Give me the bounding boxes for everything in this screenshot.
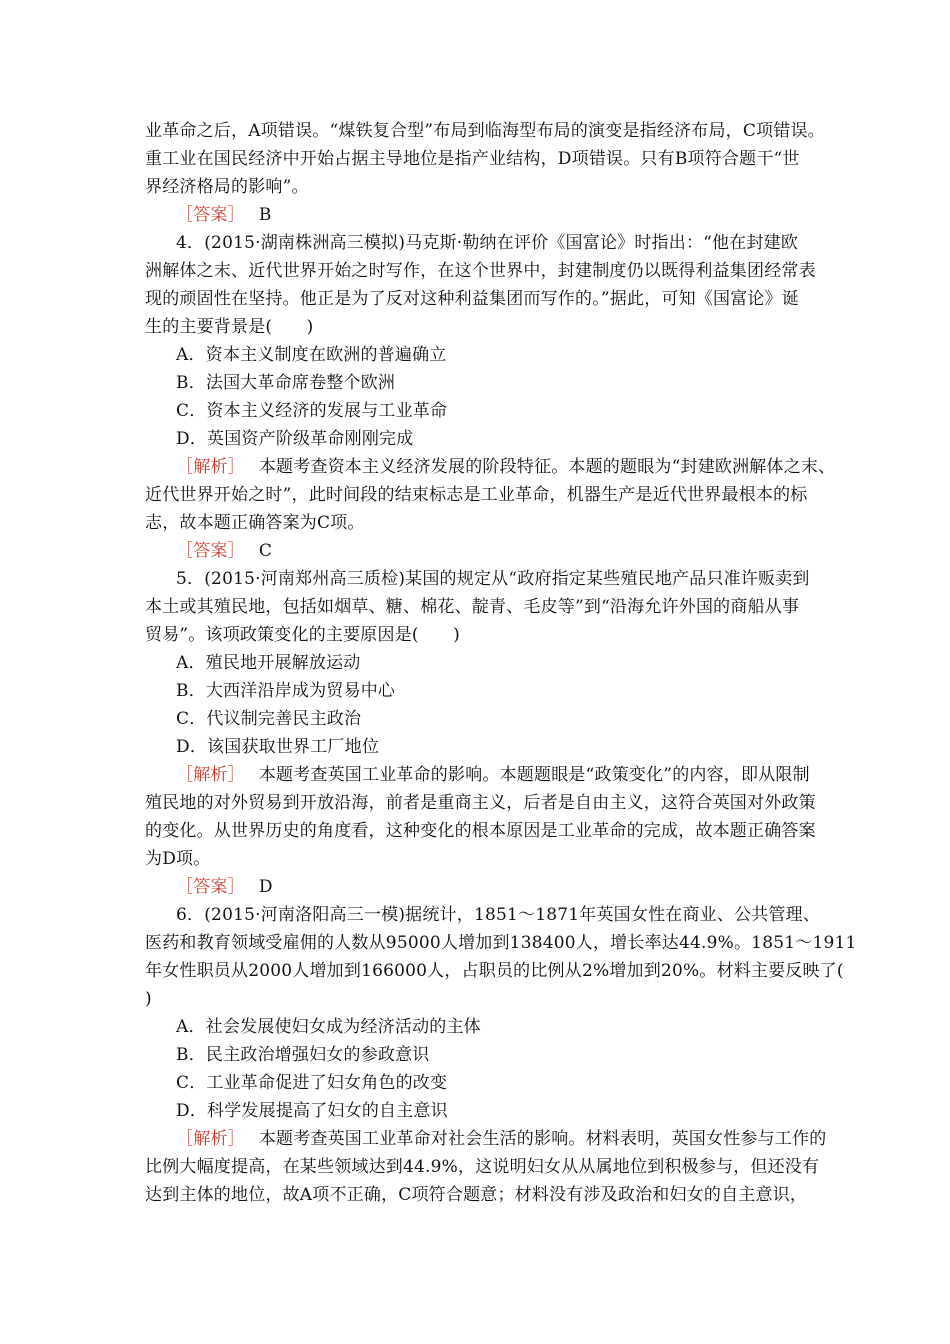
option-c: C．资本主义经济的发展与工业革命 <box>176 401 448 421</box>
question-stem-line: 医药和教育领域受雇佣的人数从95000人增加到138400人，增长率达44.9%。1851～1911 <box>145 933 857 953</box>
paragraph-line: 重工业在国民经济中开始占据主导地位是指产业结构，D项错误。只有B项符合题干“世 <box>145 149 800 169</box>
question-stem-line: 现的顽固性在坚持。他正是为了反对这种利益集团而写作的。”据此，可知《国富论》诞 <box>145 289 799 309</box>
analysis-line <box>176 456 846 478</box>
analysis-line: 志，故本题正确答案为C项。 <box>145 513 365 533</box>
analysis-line <box>176 1128 846 1150</box>
question-stem-line: 贸易”。该项政策变化的主要原因是( ) <box>145 625 460 645</box>
option-a: A．资本主义制度在欧洲的普遍确立 <box>176 345 447 365</box>
option-a: A．殖民地开展解放运动 <box>176 653 361 673</box>
answer-value: C <box>258 541 273 561</box>
answer-line <box>176 204 846 226</box>
question-stem-line: 5．(2015·河南郑州高三质检)某国的规定从“政府指定某些殖民地产品只准许贩卖到 <box>176 569 810 589</box>
option-c: C．工业革命促进了妇女角色的改变 <box>176 1073 448 1093</box>
answer-value: B <box>258 205 272 225</box>
option-b: B．法国大革命席卷整个欧洲 <box>176 373 396 393</box>
question-stem-line: 年女性职员从2000人增加到166000人，占职员的比例从2%增加到20%。材料主要反映了( <box>145 961 844 981</box>
answer-line <box>176 876 846 898</box>
option-d: D．英国资产阶级革命刚刚完成 <box>176 429 414 449</box>
analysis-line: 为D项。 <box>145 849 211 869</box>
analysis-tag: ［解析］ <box>176 765 245 785</box>
analysis-line: 的变化。从世界历史的角度看，这种变化的根本原因是工业革命的完成，故本题正确答案 <box>145 821 816 841</box>
option-d: D．科学发展提高了妇女的自主意识 <box>176 1101 448 1121</box>
option-d: D．该国获取世界工厂地位 <box>176 737 380 757</box>
option-b: B．大西洋沿岸成为贸易中心 <box>176 681 396 701</box>
analysis-text: 本题考查英国工业革命的影响。本题题眼是“政策变化”的内容，即从限制 <box>258 765 810 785</box>
answer-value: D <box>258 877 273 897</box>
analysis-tag: ［解析］ <box>176 1129 245 1149</box>
question-stem-line: 生的主要背景是( ) <box>145 317 314 337</box>
option-a: A．社会发展使妇女成为经济活动的主体 <box>176 1017 481 1037</box>
analysis-line: 近代世界开始之时”，此时间段的结束标志是工业革命，机器生产是近代世界最根本的标 <box>145 485 808 505</box>
analysis-text: 本题考查资本主义经济发展的阶段特征。本题的题眼为“封建欧洲解体之末、 <box>258 457 836 477</box>
answer-line <box>176 540 846 562</box>
analysis-line: 比例大幅度提高，在某些领域达到44.9%，这说明妇女从从属地位到积极参与，但还没有 <box>145 1157 820 1177</box>
analysis-text: 本题考查英国工业革命对社会生活的影响。材料表明，英国女性参与工作的 <box>258 1129 827 1149</box>
answer-tag: ［答案］ <box>176 541 245 561</box>
option-b: B．民主政治增强妇女的参政意识 <box>176 1045 430 1065</box>
question-stem-line: 洲解体之末、近代世界开始之时写作，在这个世界中，封建制度仍以既得利益集团经常表 <box>145 261 816 281</box>
answer-tag: ［答案］ <box>176 205 245 225</box>
option-c: C．代议制完善民主政治 <box>176 709 362 729</box>
analysis-tag: ［解析］ <box>176 457 245 477</box>
paragraph-line: 业革命之后，A项错误。“煤铁复合型”布局到临海型布局的演变是指经济布局，C项错误。 <box>145 121 825 141</box>
question-stem-line: ) <box>145 989 152 1009</box>
question-stem-line: 本土或其殖民地，包括如烟草、糖、棉花、靛青、毛皮等”到“沿海允许外国的商船从事 <box>145 597 800 617</box>
paragraph-line: 界经济格局的影响”。 <box>145 177 309 197</box>
answer-tag: ［答案］ <box>176 877 245 897</box>
question-stem-line: 4．(2015·湖南株洲高三模拟)马克斯·勒纳在评价《国富论》时指出：“他在封建欧 <box>176 233 799 253</box>
analysis-line: 殖民地的对外贸易到开放沿海，前者是重商主义，后者是自由主义，这符合英国对外政策 <box>145 793 816 813</box>
analysis-line: 达到主体的地位，故A项不正确，C项符合题意；材料没有涉及政治和妇女的自主意识， <box>145 1185 808 1205</box>
analysis-line <box>176 764 846 786</box>
question-stem-line: 6．(2015·河南洛阳高三一模)据统计，1851～1871年英国女性在商业、公共管理、 <box>176 905 821 925</box>
